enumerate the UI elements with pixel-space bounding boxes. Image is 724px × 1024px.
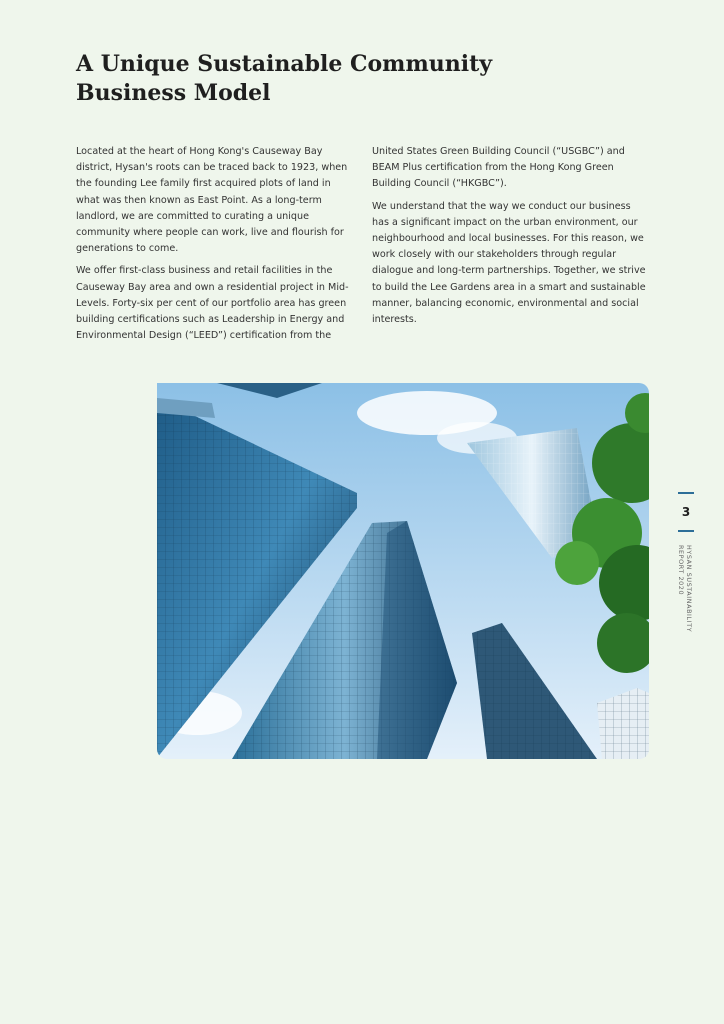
body-column-left bbox=[76, 144, 354, 350]
title-line-2: Business Model bbox=[76, 80, 271, 106]
body-column-right bbox=[372, 144, 650, 334]
page-number-rule-top bbox=[678, 492, 694, 494]
skyscrapers-photo bbox=[157, 383, 649, 759]
paragraph: We offer first-class business and retail facilities in the Causeway Bay area and own a residential project in Mid-Levels. Forty-six per cent of our portfolio area has green building certifications such as Leadership in Energy and Environmental Design (“LEED”) certification from the bbox=[76, 265, 349, 342]
page-number-rule-bottom bbox=[678, 530, 694, 532]
title-line-1: A Unique Sustainable Community bbox=[76, 51, 493, 77]
running-head-line-1: HYSAN SUSTAINABILITY bbox=[685, 545, 693, 633]
running-head bbox=[677, 545, 693, 632]
paragraph: Located at the heart of Hong Kong's Causeway Bay district, Hysan's roots can be traced back to 1923, when the founding Lee family first acquired plots of land in what was then known as East Point. As a long-term landlord, we are committed to curating a unique community where people can work, live and flourish for generations to come. bbox=[76, 146, 348, 255]
page-title bbox=[76, 50, 536, 108]
page-number: 3 bbox=[681, 505, 691, 519]
paragraph: We understand that the way we conduct our business has a significant impact on the urban environment, our neighbourhood and local businesses. For this reason, we work closely with our stakeholders through regular dialogue and long-term partnerships. Together, we strive to build the Lee Gardens area in a smart and sustainable manner, balancing economic, environmental and social interests. bbox=[372, 200, 646, 326]
paragraph: United States Green Building Council (“USGBC”) and BEAM Plus certification from the Hong Kong Green Building Council (“HKGBC”). bbox=[372, 146, 625, 190]
running-head-line-2: REPORT 2020 bbox=[677, 545, 685, 596]
